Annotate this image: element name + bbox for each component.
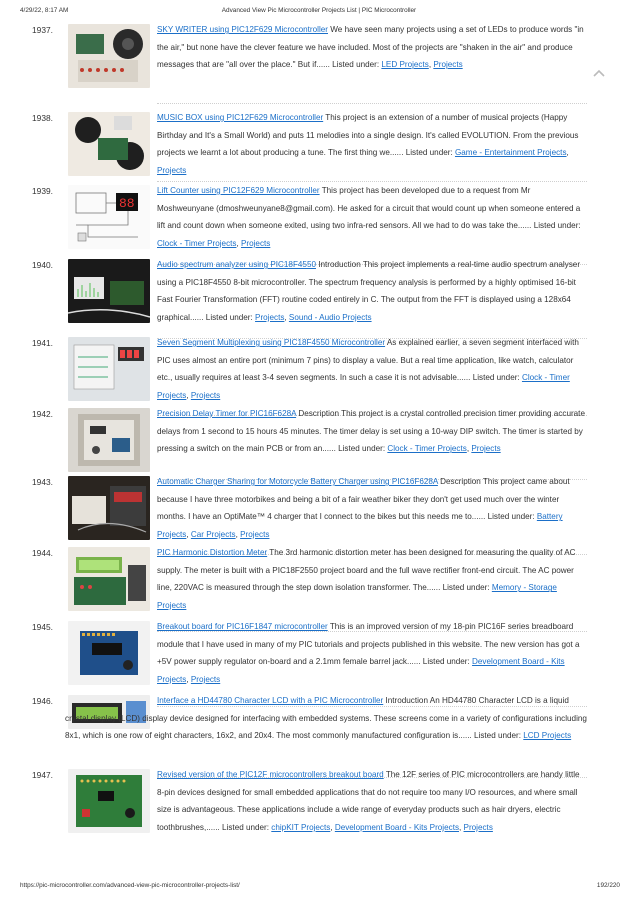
entry-body: The 3rd harmonic distortion meter has been designed for measuring the quality of AC supply. The meter is built with a PIC18F2550 project board and the full wave rectifier front-end circuit. The AC power line, 220VAC is measured through the step down isolation transformer. The...... xyxy=(157,548,576,593)
category-link[interactable]: Projects xyxy=(157,165,187,175)
category-link[interactable]: Projects xyxy=(190,674,221,684)
category-link[interactable]: LCD Projects xyxy=(523,731,572,741)
entry-body: The 12F series of PIC microcontrollers are handy little 8-pin devices designed for small embedded applications that do not require too many I/O resources, and where small size is advantageous. These applications include a wide range of everyday products such as hair dryers, electric toothbrushes,...... xyxy=(157,770,580,832)
entry-body: Introduction An HD44780 Character LCD is a liquid crystal display (LCD) display device designed for interfacing with embedded systems. These screens come in a variety of configurations including 8x1, which is one row of eight characters, 16x2, and 20x4. The most commonly manufactured configuration is...... xyxy=(65,696,587,741)
category-link[interactable]: Projects xyxy=(433,60,463,70)
listed-under-label: Listed under: xyxy=(474,731,522,741)
category-link[interactable]: Projects xyxy=(190,390,221,400)
project-thumbnail[interactable] xyxy=(68,547,150,611)
category-link[interactable]: Clock - Timer Projects xyxy=(387,444,467,454)
entry-description: Audio spectrum analyzer using PIC18F4550 Introduction This project implements a real-time audio spectrum analyser using a PIC18F4550 8-bit microcontroller. The spectrum frequency analysis is performed by a highly optimised 16-bit Fast Fourier Transformation (FFT) routine coded entirely in C. The output from the FFT is displayed using a 128x64 graphical...... Listed under: Projects, Sound - Audio Projects xyxy=(157,260,581,322)
page-count: 192/220 xyxy=(596,882,620,889)
listed-under-label: Listed under: xyxy=(533,221,581,231)
category-link[interactable]: Sound - Audio Projects xyxy=(288,312,372,322)
category-link[interactable]: Game - Entertainment Projects xyxy=(454,148,567,158)
list-item xyxy=(0,334,638,414)
entry-body: This project is an extension of a number of musical projects (Happy Birthday and It's a Small World) and puts 11 melodies into a single design. It's called EVOLUTION. From the previous projects we learnt a lot about producing a tune. The first thing we...... xyxy=(157,113,579,158)
entry-body: This is an improved version of my 18-pin PIC16F series breadboard module that I have used in many of my PIC tutorials and projects published in this website. The new version has got a +5V power supply regulator on-board and a 2.1mm female barrel jack...... xyxy=(157,622,580,667)
category-link[interactable]: Clock - Timer Projects xyxy=(157,238,237,248)
list-item xyxy=(0,256,638,336)
entry-body: Description This project is a crystal controlled precision timer providing accurate delays from 1 second to 15 hours 45 minutes. The timer delay is set using a 10-way DIP switch. The timer is started by pressing a switch on the main PCB or from an...... xyxy=(157,409,585,454)
print-header xyxy=(0,7,638,19)
project-thumbnail[interactable] xyxy=(68,259,150,323)
project-thumbnail[interactable] xyxy=(68,337,150,401)
entry-number: 1941. xyxy=(32,338,53,348)
print-title: Advanced View Pic Microcontroller Projects List | PIC Microcontroller xyxy=(221,7,417,14)
list-item xyxy=(0,544,638,624)
category-link[interactable]: Projects xyxy=(240,529,270,539)
page-url: https://pic-microcontroller.com/advanced-view-pic-microcontroller-projects-list/ xyxy=(20,882,240,889)
category-link[interactable]: Battery Projects xyxy=(157,512,563,539)
listed-under-label: Listed under: xyxy=(442,583,490,593)
entry-body: We have seen many projects using a set of LEDs to produce words "in the air," but none have the clever feature we have included. Most of the projects are "shaken in the air" and produce messages that are "all over the place." But if...... xyxy=(157,25,584,70)
project-thumbnail[interactable] xyxy=(68,621,150,685)
entry-number: 1944. xyxy=(32,548,53,558)
list-item xyxy=(0,21,638,89)
entry-number: 1942. xyxy=(32,409,53,419)
entry-number: 1946. xyxy=(32,696,53,706)
entry-description: MUSIC BOX using PIC12F629 Microcontroller This project is an extension of a number of musical projects (Happy Birthday and It's a Small World) and puts 11 melodies into a single design. It's called EVOLUTION. From the previous projects we learnt a lot about producing a tune. The first thing we...... Listed under: Game - Entertainment Projects, Projects xyxy=(157,113,579,175)
entry-description: Precision Delay Timer for PIC16F628A Description This project is a crystal controlled precision timer providing accurate delays from 1 second to 15 hours 45 minutes. The timer delay is set using a 10-way DIP switch. The timer is started by pressing a switch on the main PCB or from an...... Listed under: Clock - Timer Projects, Projects xyxy=(157,409,585,454)
entry-number: 1939. xyxy=(32,186,53,196)
list-item xyxy=(0,182,638,262)
list-item xyxy=(0,405,638,475)
entry-description: Lift Counter using PIC12F629 Microcontroller This project has been developed due to a request from Mr Moshweunyane (dmoshweunyane8@gmail.com). He asked for a circuit that would count up when someone entered a lift and count down when someone exited, using two infra-red sensors. All we had to do was take the...... Listed under: Clock - Timer Projects, Projects xyxy=(157,186,581,248)
listed-under-label: Listed under: xyxy=(422,657,470,667)
project-title-link[interactable]: MUSIC BOX using PIC12F629 Microcontroller xyxy=(157,113,324,122)
scroll-to-top-icon[interactable] xyxy=(593,68,605,78)
project-title-link[interactable]: Revised version of the PIC12F microcontrollers breakout board xyxy=(157,770,384,779)
print-footer xyxy=(0,882,638,894)
category-link[interactable]: Development Board - Kits Projects xyxy=(157,657,565,684)
project-title-link[interactable]: Audio spectrum analyzer using PIC18F4550 xyxy=(157,260,316,269)
project-thumbnail[interactable] xyxy=(68,769,150,833)
entry-description: Seven Segment Multiplexing using PIC18F4550 Microcontroller As explained earlier, a seven segment interfaced with PIC uses almost an entire port (minimum 7 pins) to display a value. But a real time application, like watch, calculator etc., usually requires at least 3-4 seven segments. In such a case it is not advisable...... Listed under: Clock - Timer Projects, Projects xyxy=(157,338,579,400)
listed-under-label: Listed under: xyxy=(487,512,535,522)
category-link[interactable]: Projects xyxy=(463,822,493,832)
entry-description: SKY WRITER using PIC12F629 Microcontroller We have seen many projects using a set of LEDs to produce words "in the air," but none have the clever feature we have included. Most of the projects are "shaken in the air" and produce messages that are "all over the place." But if...... Listed under: LED Projects, Projects xyxy=(157,25,584,70)
project-title-link[interactable]: SKY WRITER using PIC12F629 Microcontroller xyxy=(157,25,328,34)
listed-under-label: Listed under: xyxy=(472,373,520,383)
entry-body: Introduction This project implements a real-time audio spectrum analyser using a PIC18F4550 8-bit microcontroller. The spectrum frequency analysis is performed by a highly optimised 16-bit Fast Fourier Transformation (FFT) routine coded entirely in C. The output from the FFT is displayed using a 128x64 graphical...... xyxy=(157,260,581,322)
list-item xyxy=(0,766,638,846)
entry-body: As explained earlier, a seven segment interfaced with PIC uses almost an entire port (minimum 7 pins) to display a value. But a real time application, like watch, calculator etc., usually requires at least 3-4 seven segments. In such a case it is not advisable...... xyxy=(157,338,579,383)
project-title-link[interactable]: PIC Harmonic Distortion Meter xyxy=(157,548,268,557)
category-link[interactable]: Car Projects xyxy=(190,529,236,539)
entry-body: Description This project came about because I have three motorbikes and being a bit of a fair weather biker they don't get used much over the winter months. I have an OptiMate™ 4 charger that I connect to the bikes but this needs me to...... xyxy=(157,477,570,522)
project-thumbnail[interactable] xyxy=(68,24,150,88)
category-link[interactable]: Projects xyxy=(255,312,285,322)
category-link[interactable]: Memory - Storage Projects xyxy=(157,583,557,610)
category-link[interactable]: Clock - Timer Projects xyxy=(157,373,570,400)
project-title-link[interactable]: Precision Delay Timer for PIC16F628A xyxy=(157,409,297,418)
project-title-link[interactable]: Seven Segment Multiplexing using PIC18F4550 Microcontroller xyxy=(157,338,386,347)
divider xyxy=(157,103,587,104)
project-title-link[interactable]: Breakout board for PIC16F1847 microcontroller xyxy=(157,622,328,631)
category-link[interactable]: chipKIT Projects xyxy=(271,822,331,832)
entry-body: This project has been developed due to a request from Mr Moshweunyane (dmoshweunyane8@gmail.com). He asked for a circuit that would count up when someone entered a lift and count down when someone exited, using two infra-red sensors. All we had to do was take the...... xyxy=(157,186,581,231)
listed-under-label: Listed under: xyxy=(405,148,453,158)
project-thumbnail[interactable] xyxy=(68,185,150,249)
print-datetime: 4/29/22, 8:17 AM xyxy=(20,7,69,14)
project-title-link[interactable]: Interface a HD44780 Character LCD with a PIC Microcontroller xyxy=(157,696,384,705)
entry-description: Automatic Charger Sharing for Motorcycle Battery Charger using PIC16F628A Description This project came about because I have three motorbikes and being a bit of a fair weather biker they don't get used much over the winter months. I have an OptiMate™ 4 charger that I connect to the bikes but this needs me to...... Listed under: Battery Projects, Car Projects, Projects xyxy=(157,477,570,539)
project-thumbnail[interactable] xyxy=(68,408,150,472)
category-link[interactable]: Projects xyxy=(240,238,271,248)
entry-description: Revised version of the PIC12F microcontrollers breakout board The 12F series of PIC microcontrollers are handy little 8-pin devices designed for small embedded applications that do not require too many I/O resources, and where small size is advantageous. These applications include a wide range of everyday products such as hair dryers, electric toothbrushes,...... Listed under: chipKIT Projects, Development Board - Kits Projects, Projects xyxy=(157,770,580,832)
entry-number: 1947. xyxy=(32,770,53,780)
listed-under-label: Listed under: xyxy=(205,312,253,322)
list-item xyxy=(0,692,638,777)
svg-text:88: 88 xyxy=(119,196,135,211)
entry-number: 1940. xyxy=(32,260,53,270)
entry-number: 1943. xyxy=(32,477,53,487)
entry-number: 1938. xyxy=(32,113,53,123)
category-link[interactable]: Projects xyxy=(471,444,501,454)
list-item xyxy=(0,109,638,179)
list-item xyxy=(0,473,638,553)
entry-number: 1937. xyxy=(32,25,53,35)
category-link[interactable]: LED Projects xyxy=(381,60,429,70)
project-title-link[interactable]: Automatic Charger Sharing for Motorcycle Battery Charger using PIC16F628A xyxy=(157,477,438,486)
list-item xyxy=(0,618,638,698)
project-thumbnail[interactable] xyxy=(68,112,150,176)
category-link[interactable]: Development Board - Kits Projects xyxy=(334,822,460,832)
listed-under-label: Listed under: xyxy=(222,822,270,832)
entry-description xyxy=(65,692,587,745)
project-thumbnail[interactable] xyxy=(68,476,150,540)
entry-number: 1945. xyxy=(32,622,53,632)
project-title-link[interactable]: Lift Counter using PIC12F629 Microcontroller xyxy=(157,186,320,195)
entry-description: Breakout board for PIC16F1847 microcontroller This is an improved version of my 18-pin PIC16F series breadboard module that I have used in many of my PIC tutorials and projects published in this website. The new version has got a +5V power supply regulator on-board and a 2.1mm female barrel jack...... Listed under: Development Board - Kits Projects, Projects xyxy=(157,622,580,684)
entry-description xyxy=(157,544,587,614)
listed-under-label: Listed under: xyxy=(332,60,380,70)
listed-under-label: Listed under: xyxy=(338,444,386,454)
